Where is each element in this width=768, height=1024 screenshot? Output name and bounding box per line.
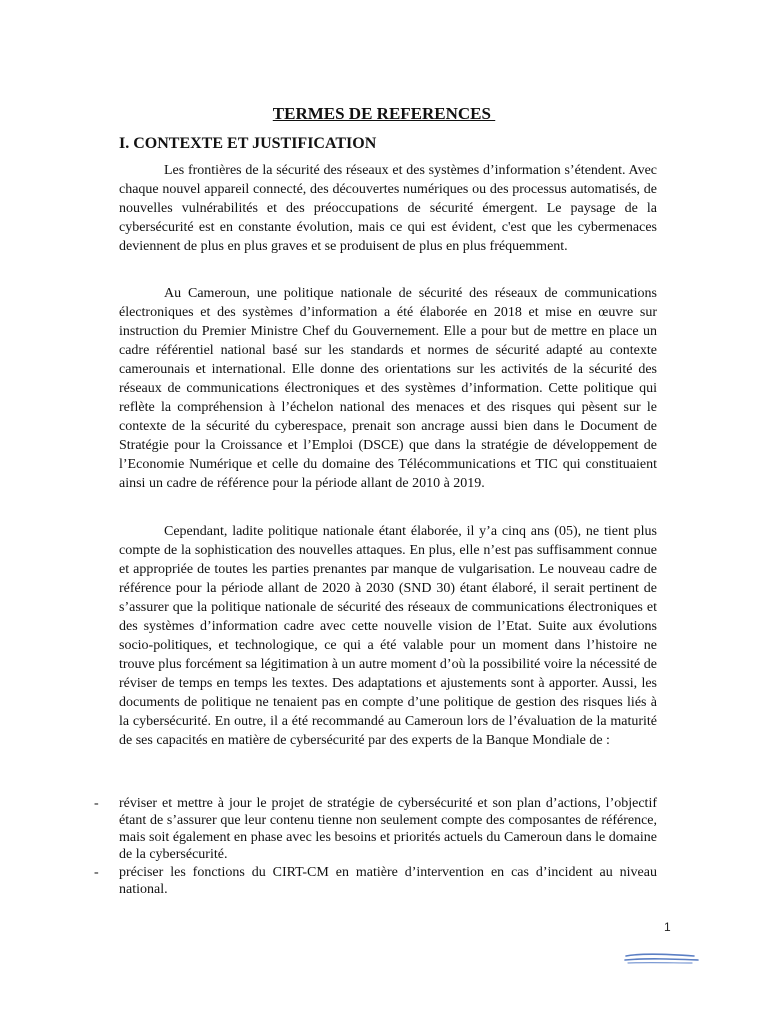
paragraph: Au Cameroun, une politique nationale de sécurité des réseaux de communications électroniques et des systèmes d’information a été élaborée en 2018 et mise en œuvre sur instruction du Premier Ministre Chef du Gouvernement. Elle a pour but de mettre en place un cadre référentiel national basé sur les standards et normes de sécurité adapté au contexte camerounais et international. Elle donne des orientations sur les activités de la sécurité des réseaux de communications électroniques et des systèmes d’information. Cette politique qui reflète la compréhension à l’échelon national des menaces et des risques qui pèsent sur le contexte de la sécurité du cyberespace, prenait son ancrage aussi bien dans le Document de Stratégie pour la Croissance et l’Emploi (DSCE) que dans la stratégie de développement de l’Economie Numérique et celle du domaine des Télécommunications et TIC qui constituaient ainsi un cadre de référence pour la période allant de 2010 à 2019. <box>119 286 657 491</box>
section-heading: I. CONTEXTE ET JUSTIFICATION <box>119 135 377 152</box>
paragraph: Les frontières de la sécurité des réseaux et des systèmes d’information s’étendent. Avec chaque nouvel appareil connecté, des découvertes numériques ou des processus automatisés, de nouvelles vulnérabilités et des préoccupations de sécurité émergent. Le paysage de la cybersécurité est en constante évolution, mais ce qui est évident, c'est que les cybermenaces deviennent de plus en plus graves et se produisent de plus en plus fréquemment. <box>119 163 657 254</box>
bullet-marker: - <box>94 796 99 811</box>
recommendation-list <box>0 795 768 899</box>
list-item-text: réviser et mettre à jour le projet de stratégie de cybersécurité et son plan d’actions, l’objectif étant de s’assurer que leur contenu tienne non seulement compte des composantes de référence, mais soit également en phase avec les besoins et priorités actuels du Cameroun dans le domaine de la cybersécurité. <box>119 796 657 862</box>
document-title: TERMES DE REFERENCES <box>272 104 496 123</box>
bullet-marker: - <box>94 865 99 880</box>
list-item <box>0 864 768 898</box>
list-item <box>0 795 768 863</box>
paragraph: Cependant, ladite politique nationale étant élaborée, il y’a cinq ans (05), ne tient plus compte de la sophistication des nouvelles attaques. En plus, elle n’est pas suffisamment connue et appropriée de toutes les parties prenantes par manque de vulgarisation. Le nouveau cadre de référence pour la période allant de 2020 à 2030 (SND 30) étant élaboré, il serait pertinent de s’assurer que la politique nationale de sécurité des réseaux de communications électroniques et des systèmes d’information cadre avec cette nouvelle vision de l’Etat. Suite aux évolutions socio-politiques, et technologique, ce qui a été valable pour un moment dans l’histoire ne trouve plus forcément sa légitimation à un autre moment d’où la possibilité voire la nécessité de réviser de temps en temps les textes. Des adaptations et ajustements sont à apporter. Aussi, les documents de politique ne tenaient pas en compte d’une politique de gestion des risques liés à la cybersécurité. En outre, il a été recommandé au Cameroun lors de l’évaluation de la maturité de ses capacités en matière de cybersécurité par des experts de la Banque Mondiale de : <box>119 524 657 748</box>
page-number: 1 <box>664 920 671 934</box>
signature-mark <box>622 948 702 968</box>
list-item-text: préciser les fonctions du CIRT-CM en matière d’intervention en cas d’incident au niveau national. <box>119 865 657 897</box>
